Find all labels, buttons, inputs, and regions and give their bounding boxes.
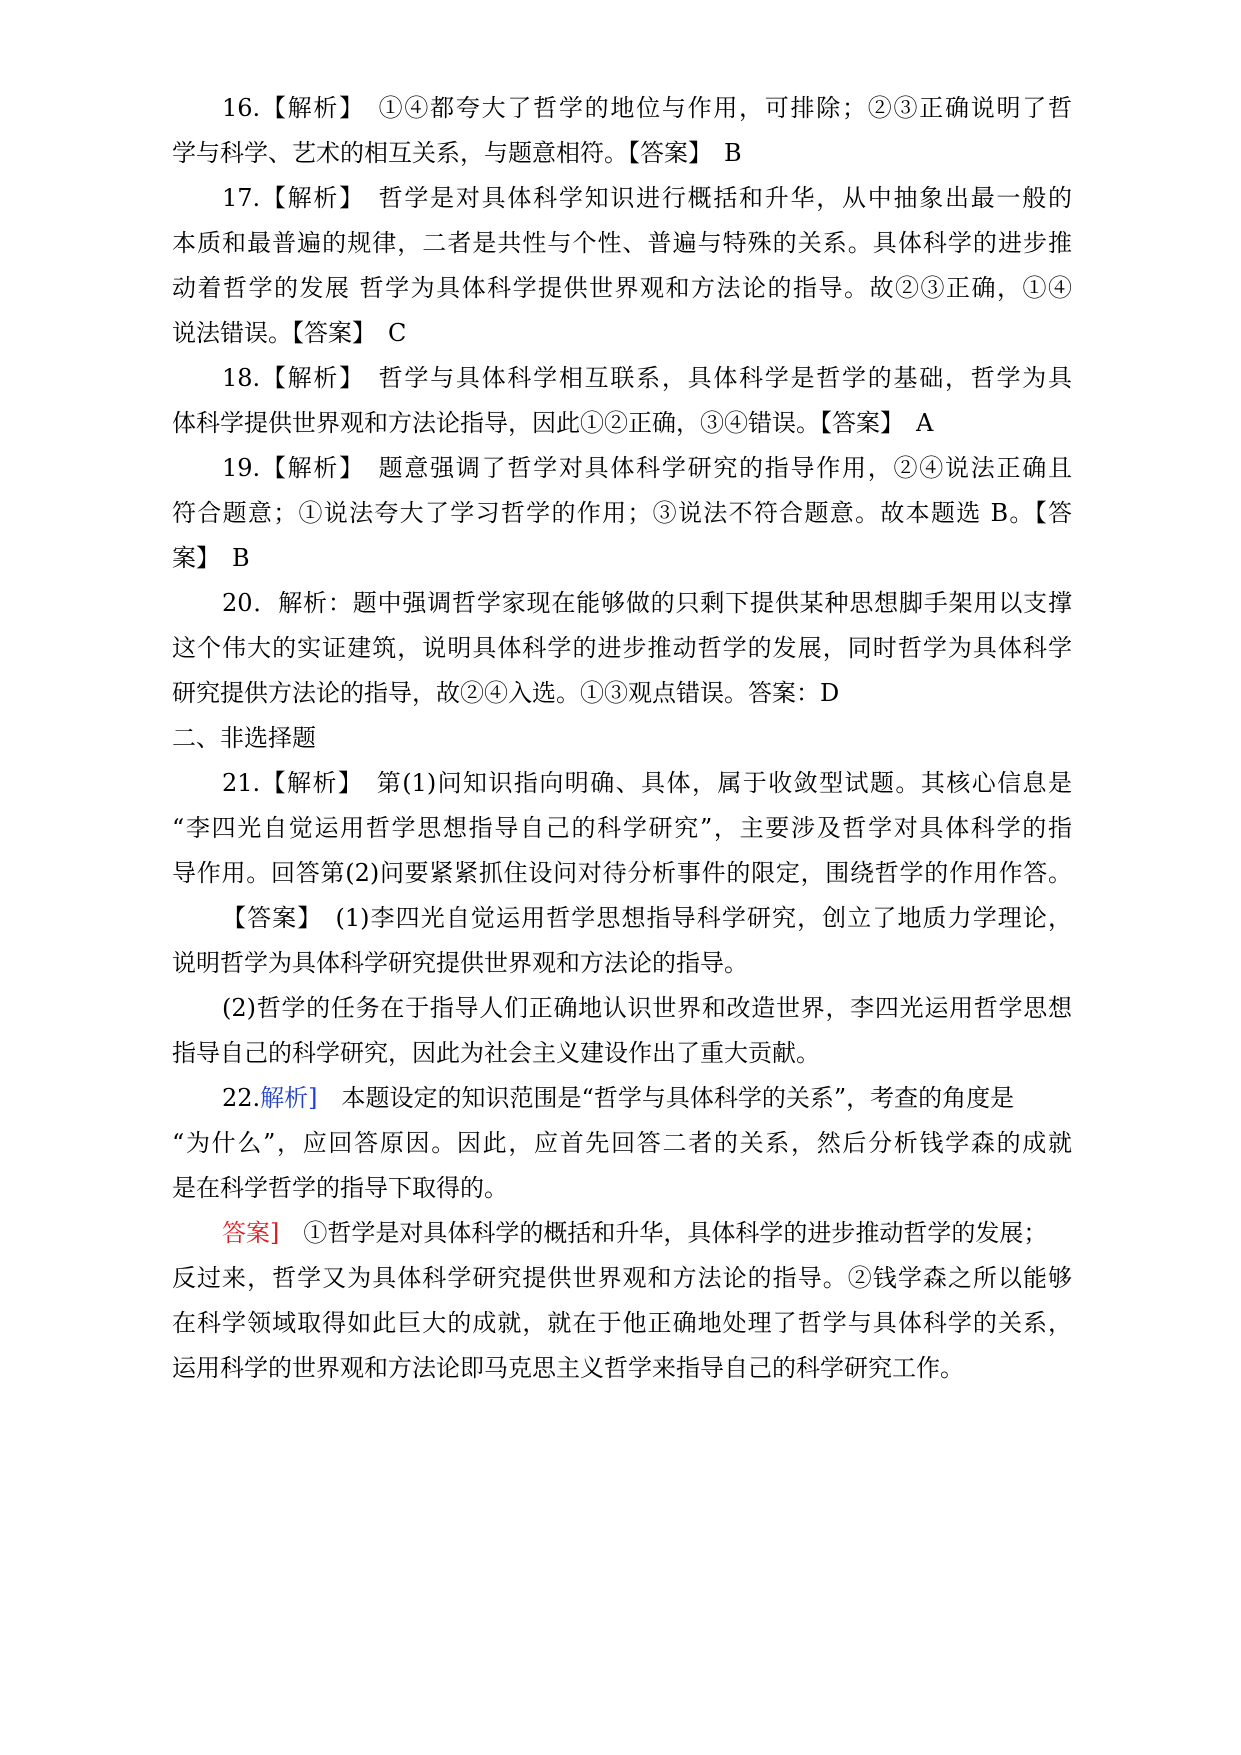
q17-line-2: 本质和最普遍的规律，二者是共性与个性、普遍与特殊的关系。具体科学的进步推 [172, 229, 1072, 257]
q20-line-2: 这个伟大的实证建筑，说明具体科学的进步推动哲学的发展，同时哲学为具体科学 [172, 634, 1072, 662]
q22-analysis-label: 解析] [260, 1084, 318, 1112]
q21-answer-line-2: 说明哲学为具体科学研究提供世界观和方法论的指导。 [172, 949, 748, 977]
q20-line-3: 研究提供方法论的指导，故②④入选。①③观点错误。答案：D [172, 679, 840, 707]
q21-answer-line-4: 指导自己的科学研究，因此为社会主义建设作出了重大贡献。 [172, 1039, 820, 1067]
q19-line-3: 案】 B [172, 544, 250, 572]
q22-answer-line-1 [222, 1218, 1072, 1248]
q21-line-2: “李四光自觉运用哲学思想指导自己的科学研究”，主要涉及哲学对具体科学的指 [172, 814, 1072, 842]
q16-line-1: 16.【解析】 ①④都夸大了哲学的地位与作用，可排除；②③正确说明了哲 [222, 94, 1072, 122]
q18-line-1: 18.【解析】 哲学与具体科学相互联系，具体科学是哲学的基础，哲学为具 [222, 364, 1072, 392]
q22-line-3: 是在科学哲学的指导下取得的。 [172, 1174, 508, 1202]
q22-answer-line-1-text: ①哲学是对具体科学的概括和升华，具体科学的进步推动哲学的发展； [303, 1219, 1048, 1247]
q22-line-1-text: 本题设定的知识范围是“哲学与具体科学的关系”，考查的角度是 [341, 1084, 1015, 1112]
q21-answer-line-1: 【答案】 (1)李四光自觉运用哲学思想指导科学研究，创立了地质力学理论， [222, 904, 1072, 932]
q19-line-2: 符合题意；①说法夸大了学习哲学的作用；③说法不符合题意。故本题选 B。【答 [172, 499, 1072, 527]
q17-line-1: 17.【解析】 哲学是对具体科学知识进行概括和升华，从中抽象出最一般的 [222, 184, 1072, 212]
q17-line-4: 说法错误。【答案】 C [172, 319, 407, 347]
q19-line-1: 19.【解析】 题意强调了哲学对具体科学研究的指导作用，②④说法正确且 [222, 454, 1072, 482]
q22-answer-label: 答案] [222, 1219, 280, 1247]
q22-line-1 [222, 1083, 1072, 1113]
q20-line-1: 20．解析：题中强调哲学家现在能够做的只剩下提供某种思想脚手架用以支撑 [222, 589, 1072, 617]
q21-answer-line-3: (2)哲学的任务在于指导人们正确地认识世界和改造世界，李四光运用哲学思想 [222, 994, 1072, 1022]
q17-line-3: 动着哲学的发展 哲学为具体科学提供世界观和方法论的指导。故②③正确，①④ [172, 274, 1072, 302]
q22-answer-line-2: 反过来，哲学又为具体科学研究提供世界观和方法论的指导。②钱学森之所以能够 [172, 1264, 1072, 1292]
q18-line-2: 体科学提供世界观和方法论指导，因此①②正确，③④错误。【答案】 A [172, 409, 934, 437]
q22-answer-line-3: 在科学领域取得如此巨大的成就，就在于他正确地处理了哲学与具体科学的关系， [172, 1309, 1072, 1337]
q22-number: 22. [222, 1084, 261, 1112]
q22-line-2: “为什么”，应回答原因。因此，应首先回答二者的关系，然后分析钱学森的成就 [172, 1129, 1072, 1157]
q16-line-2: 学与科学、艺术的相互关系，与题意相符。【答案】 B [172, 139, 742, 167]
section-heading: 二、非选择题 [172, 724, 316, 752]
q21-line-3: 导作用。回答第(2)问要紧紧抓住设问对待分析事件的限定，围绕哲学的作用作答。 [172, 859, 1072, 887]
q22-answer-line-4: 运用科学的世界观和方法论即马克思主义哲学来指导自己的科学研究工作。 [172, 1354, 964, 1382]
q21-line-1: 21.【解析】 第(1)问知识指向明确、具体，属于收敛型试题。其核心信息是 [222, 769, 1072, 797]
